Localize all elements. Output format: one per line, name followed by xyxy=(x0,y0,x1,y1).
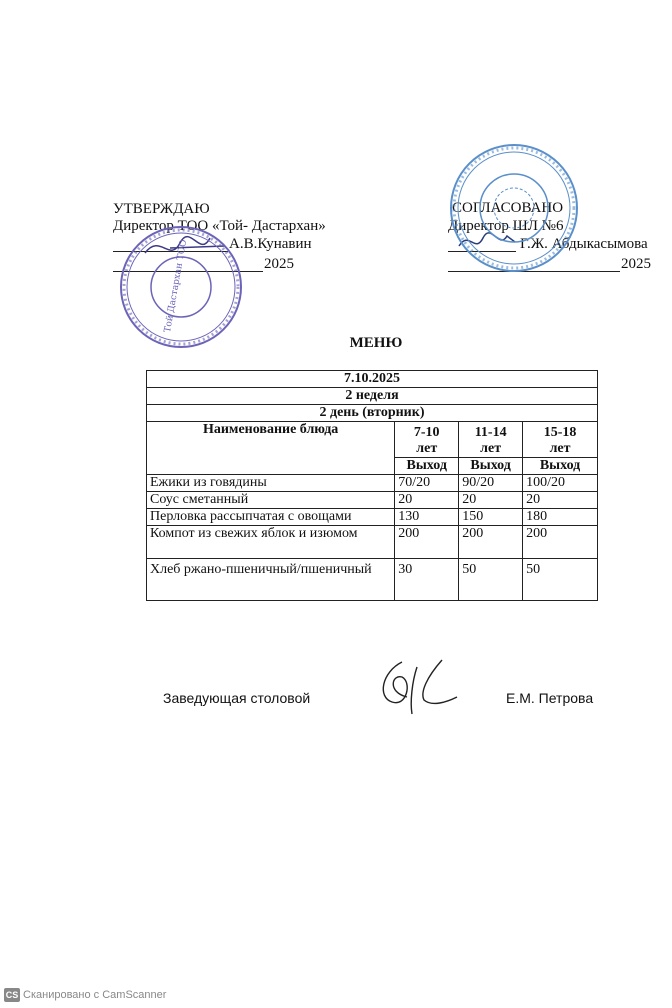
table-row xyxy=(147,475,598,492)
portion-11-14: 20 xyxy=(459,492,523,509)
portion-11-14: 90/20 xyxy=(459,475,523,492)
dish-name: Перловка рассыпчатая с овощами xyxy=(147,509,395,526)
output-header: Выход xyxy=(459,458,523,475)
menu-date: 7.10.2025 xyxy=(147,371,598,388)
portion-7-10: 130 xyxy=(395,509,459,526)
portion-15-18: 20 xyxy=(523,492,598,509)
scanner-text: Сканировано с CamScanner xyxy=(23,988,167,1001)
age-group-header xyxy=(459,422,523,458)
portion-11-14: 150 xyxy=(459,509,523,526)
menu-week: 2 неделя xyxy=(147,388,598,405)
agreement-title: СОГЛАСОВАНО xyxy=(452,200,564,216)
table-row xyxy=(147,371,598,388)
menu-table xyxy=(146,370,598,601)
age-range: 7-10 xyxy=(413,425,440,440)
portion-15-18: 100/20 xyxy=(523,475,598,492)
age-unit: лет xyxy=(416,441,438,456)
menu-day: 2 день (вторник) xyxy=(147,405,598,422)
age-range: 15-18 xyxy=(543,425,577,440)
table-row xyxy=(147,405,598,422)
portion-7-10: 30 xyxy=(395,559,459,601)
age-range: 11-14 xyxy=(474,425,507,440)
dish-name: Хлеб ржано-пшеничный/пшеничный xyxy=(147,559,395,601)
age-group-header xyxy=(523,422,598,458)
portion-15-18: 50 xyxy=(523,559,598,601)
approval-title: УТВЕРЖДАЮ xyxy=(113,201,210,217)
left-seal-stamp xyxy=(118,224,244,350)
table-row xyxy=(147,509,598,526)
table-row xyxy=(147,388,598,405)
table-row xyxy=(147,559,598,601)
table-row xyxy=(147,422,598,458)
portion-7-10: 20 xyxy=(395,492,459,509)
portion-15-18: 200 xyxy=(523,526,598,559)
dish-name: Соус сметанный xyxy=(147,492,395,509)
camscanner-logo: CS xyxy=(5,990,19,1000)
approver-name: А.В.Кунавин xyxy=(229,236,312,252)
canteen-head-name: Е.М. Петрова xyxy=(506,690,594,706)
agreer-year: 2025 xyxy=(621,256,651,272)
canteen-head-signature xyxy=(372,652,462,722)
agreer-position: Директор ШЛ №6 xyxy=(448,218,564,234)
table-row xyxy=(147,526,598,559)
age-unit: лет xyxy=(480,441,502,456)
portion-11-14: 50 xyxy=(459,559,523,601)
portion-11-14: 200 xyxy=(459,526,523,559)
dish-name: Компот из свежих яблок и изюмом xyxy=(147,526,395,559)
canteen-head-role: Заведующая столовой xyxy=(163,690,311,706)
output-header: Выход xyxy=(395,458,459,475)
right-seal-stamp xyxy=(448,142,580,274)
approver-position: Директор ТОО «Той- Дастархан» xyxy=(113,218,326,234)
approver-year: 2025 xyxy=(264,256,294,272)
scanner-watermark xyxy=(4,988,166,1002)
portion-15-18: 180 xyxy=(523,509,598,526)
table-row xyxy=(147,492,598,509)
portion-7-10: 70/20 xyxy=(395,475,459,492)
dish-header: Наименование блюда xyxy=(147,422,395,475)
output-header: Выход xyxy=(523,458,598,475)
dish-name: Ежики из говядины xyxy=(147,475,395,492)
svg-text:Той Дастархан ТОО: Той Дастархан ТОО xyxy=(162,238,190,334)
portion-7-10: 200 xyxy=(395,526,459,559)
agreer-name: Г.Ж. Абдыкасымова xyxy=(520,236,648,252)
age-group-header xyxy=(395,422,459,458)
age-unit: лет xyxy=(549,441,571,456)
document-title: МЕНЮ xyxy=(349,335,403,351)
